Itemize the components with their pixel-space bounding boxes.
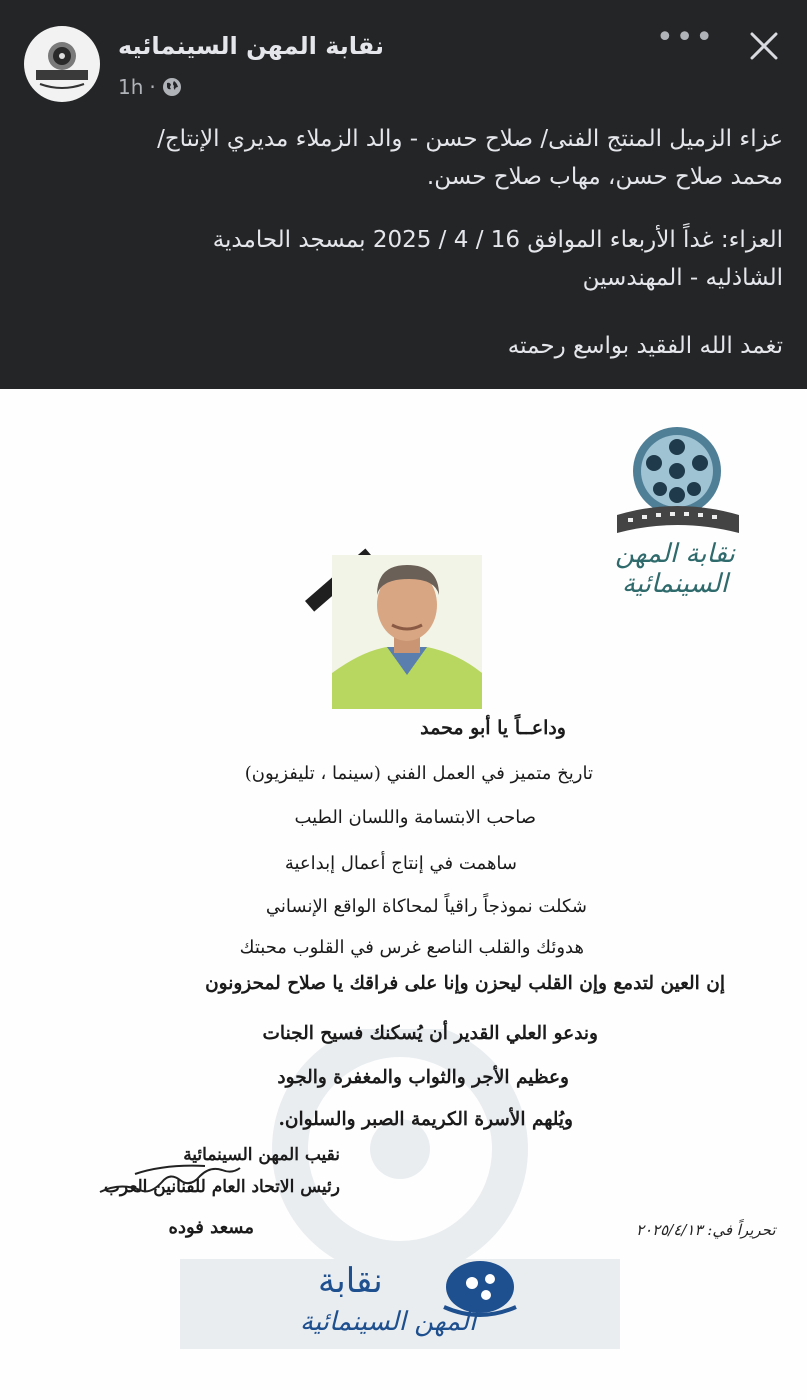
letter-line: تاريخ متميز في العمل الفني (سينما ، تليفزيون)	[244, 763, 593, 784]
signatory-title: نقيب المهن السينمائية	[183, 1145, 340, 1165]
post-text-line: العزاء: غداً الأربعاء الموافق 16 / 4 / 2025 بمسجد الحامدية	[212, 227, 783, 253]
handwritten-signature	[95, 1154, 245, 1204]
post-text-line: عزاء الزميل المنتج الفنى/ صلاح حسن - والد الزملاء مديري الإنتاج/	[157, 126, 783, 152]
letter-line: هدوئك والقلب الناصع غرس في القلوب محبتك	[239, 937, 584, 958]
post-text	[23, 120, 783, 365]
prayer-line: ويُلهم الأسرة الكريمة الصبر والسلوان.	[278, 1109, 573, 1130]
signatory-name: مسعد فوده	[168, 1217, 254, 1238]
syndicate-logo-caption: نقابة المهن السينمائية	[615, 539, 735, 599]
post-text-line: الشاذليه - المهندسين	[582, 265, 783, 291]
page-name[interactable]: نقابة المهن السينمائيه	[118, 32, 385, 60]
post-text-line: محمد صلاح حسن، مهاب صلاح حسن.	[426, 164, 783, 190]
prayer-line: وندعو العلي القدير أن يُسكنك فسيح الجنات	[262, 1023, 598, 1044]
bold-condolence-line: إن العين لتدمع وإن القلب ليحزن وإنا على فراقك يا صلاح لمحزونون	[205, 973, 725, 994]
post-meta	[118, 75, 182, 99]
post-text-line: تغمد الله الفقيد بواسع رحمته	[507, 333, 783, 359]
film-reel-logo	[612, 423, 742, 538]
meta-separator: ·	[149, 75, 156, 99]
condolence-letter-image[interactable]	[0, 389, 807, 1400]
close-icon[interactable]	[740, 22, 788, 70]
signatory-title: رئيس الاتحاد العام للفنانين العرب	[103, 1177, 340, 1197]
prayer-line: وعظيم الأجر والثواب والمغفرة والجود	[277, 1067, 569, 1088]
page-avatar[interactable]	[24, 26, 100, 102]
more-options-icon[interactable]: •••	[656, 20, 716, 55]
globe-icon	[162, 77, 182, 97]
post-header	[0, 0, 807, 389]
letter-line: شكلت نموذجاً راقياً لمحاكاة الواقع الإنساني	[265, 896, 587, 917]
bottom-logo-title: نقابة	[318, 1261, 383, 1301]
deceased-photo	[332, 555, 482, 709]
letter-date: تحريراً في: ٢٠٢٥/٤/١٣	[636, 1221, 776, 1239]
letter-line: ساهمت في إنتاج أعمال إبداعية	[284, 853, 517, 874]
bottom-logo-subtitle: المهن السينمائية	[300, 1307, 477, 1337]
post-time[interactable]: 1h	[118, 75, 144, 99]
farewell-heading: وداعــاً يا أبو محمد	[420, 717, 566, 739]
letter-line: صاحب الابتسامة واللسان الطيب	[294, 807, 536, 828]
